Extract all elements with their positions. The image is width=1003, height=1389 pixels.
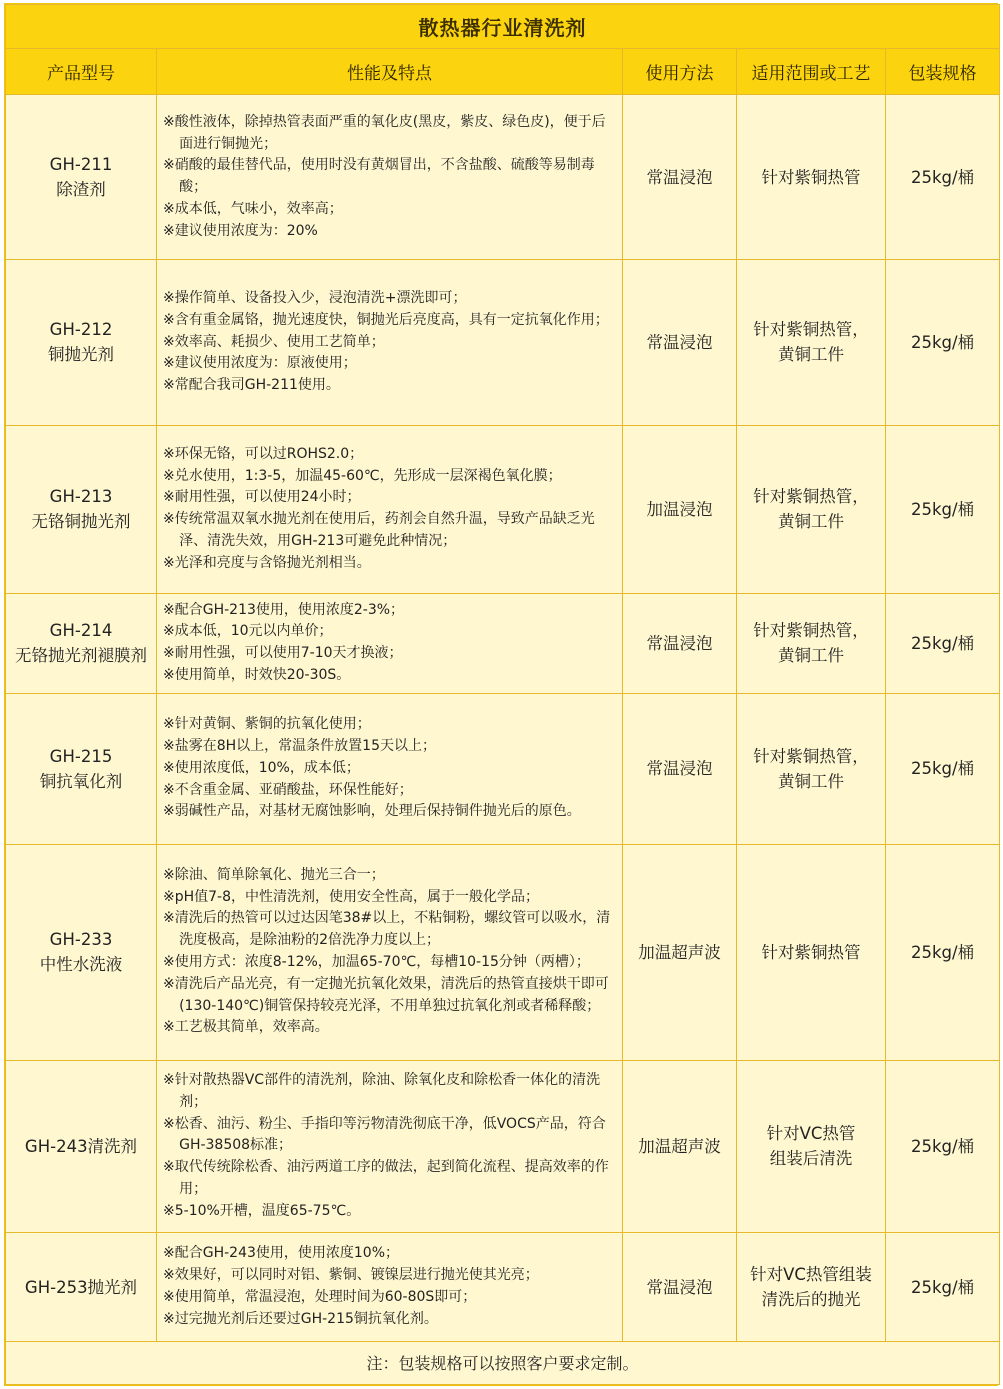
product-model [6,1060,157,1233]
feature-item: ※pH值7-8，中性清洗剂，使用安全性高，属于一般化学品； [163,888,540,905]
feature-item: ※不含重金属、亚硝酸盐，环保性能好； [163,781,413,798]
feature-item: ※5-10%开槽，温度65-75℃。 [163,1202,361,1219]
application-scope [737,1233,886,1342]
feature-item: ※硝酸的最佳替代品，使用时没有黄烟冒出，不含盐酸、硫酸等易制毒酸； [163,157,595,196]
header-method: 使用方法 [623,49,737,95]
product-features [157,844,623,1060]
feature-item: ※酸性液体，除掉热管表面严重的氧化皮(黑皮，紫皮、绿色皮)，便于后面进行铜抛光； [163,113,606,152]
feature-item: ※取代传统除松香、油污两道工序的做法，起到简化流程、提高效率的作用； [163,1159,609,1198]
feature-item: ※含有重金属铬，抛光速度快，铜抛光后亮度高，具有一定抗氧化作用； [163,311,609,328]
feature-item: ※针对黄铜、紫铜的抗氧化使用； [163,716,371,733]
header-model: 产品型号 [6,49,157,95]
model-line: GH-243清洗剂 [24,1136,138,1156]
usage-method: 加温浸泡 [623,425,737,593]
usage-method: 常温浸泡 [623,260,737,426]
table-row [6,693,1000,844]
feature-item: ※配合GH-243使用，使用浓度10%； [163,1245,399,1262]
feature-item: ※兑水使用，1:3-5，加温45-60℃，先形成一层深褐色氧化膜； [163,467,562,484]
table-title: 散热器行业清洗剂 [6,5,1000,49]
table-row [6,1060,1000,1233]
product-features [157,260,623,426]
model-line: 铜抗氧化剂 [39,771,123,791]
application-scope [737,260,886,426]
application-scope [737,1060,886,1233]
scope-line: 针对VC热管组装 [750,1265,872,1285]
application-scope [737,95,886,260]
usage-method: 常温浸泡 [623,95,737,260]
feature-item: ※配合GH-213使用，使用浓度2-3%； [163,601,405,618]
product-model [6,593,157,693]
feature-item: ※操作简单、设备投入少，浸泡清洗+漂洗即可； [163,289,467,306]
product-model [6,844,157,1060]
product-model [6,693,157,844]
feature-item: ※清洗后的热管可以过达因笔38#以上，不粘铜粉，螺纹管可以吸水，清洗度极高，是除油粉的2倍洗净力度以上； [163,910,611,949]
feature-item: ※除油、简单除氧化、抛光三合一； [163,866,385,883]
title-row [6,5,1000,49]
model-line: GH-212 [49,320,113,340]
scope-line: 针对紫铜热管， [753,487,869,507]
table-body [6,95,1000,1341]
usage-method: 加温超声波 [623,844,737,1060]
usage-method: 常温浸泡 [623,1233,737,1342]
product-features [157,425,623,593]
feature-item: ※过完抛光剂后还要过GH-215铜抗氧化剂。 [163,1310,438,1327]
model-line: 中性水洗液 [39,955,123,975]
scope-line: 针对紫铜热管， [753,746,869,766]
product-features [157,95,623,260]
usage-method: 常温浸泡 [623,593,737,693]
model-line: 除渣剂 [56,180,106,200]
packaging-spec: 25kg/桶 [886,593,1000,693]
product-features [157,593,623,693]
header-pack: 包装规格 [886,49,1000,95]
product-features [157,1060,623,1233]
table-row [6,425,1000,593]
model-line: GH-211 [49,155,113,175]
scope-line: 清洗后的抛光 [761,1290,861,1310]
feature-item: ※效率高、耗损少、使用工艺简单； [163,333,385,350]
packaging-note: 注：包装规格可以按照客户要求定制。 [6,1341,1000,1384]
model-line: GH-233 [49,930,113,950]
feature-item: ※使用简单，时效快20-30S。 [163,667,351,684]
header-scope: 适用范围或工艺 [737,49,886,95]
model-line: 无铬铜抛光剂 [31,512,131,532]
application-scope [737,593,886,693]
scope-line: 组装后清洗 [769,1149,853,1169]
feature-item: ※常配合我司GH-211使用。 [163,377,340,394]
model-line: 无铬抛光剂褪膜剂 [15,646,147,666]
scope-line: 针对紫铜热管， [753,621,869,641]
application-scope [737,425,886,593]
product-model [6,95,157,260]
model-line: 铜抛光剂 [48,345,114,365]
feature-item: ※盐雾在8H以上，常温条件放置15天以上； [163,738,436,755]
feature-item: ※松香、油污、粉尘、手指印等污物清洗彻底干净，低VOCS产品，符合GH-38508标准； [163,1115,606,1154]
usage-method: 常温浸泡 [623,693,737,844]
feature-item: ※环保无铬，可以过ROHS2.0； [163,445,364,462]
packaging-spec: 25kg/桶 [886,693,1000,844]
scope-line: 黄铜工件 [778,512,844,532]
scope-line: 针对紫铜热管 [761,942,861,962]
table-row [6,260,1000,426]
feature-item: ※工艺极其简单，效率高。 [163,1019,329,1036]
header-row [6,49,1000,95]
feature-item: ※耐用性强，可以使用7-10天才换液； [163,645,403,662]
scope-line: 黄铜工件 [778,771,844,791]
feature-item: ※弱碱性产品，对基材无腐蚀影响，处理后保持铜件抛光后的原色。 [163,803,581,820]
feature-item: ※使用简单，常温浸泡，处理时间为60-80S即可； [163,1289,477,1306]
model-line: GH-215 [49,746,113,766]
scope-line: 针对紫铜热管， [753,320,869,340]
usage-method: 加温超声波 [623,1060,737,1233]
feature-item: ※光泽和亮度与含铬抛光剂相当。 [163,554,371,571]
model-line: GH-214 [49,621,113,641]
feature-item: ※清洗后产品光亮，有一定抛光抗氧化效果，清洗后的热管直接烘干即可(130-140℃)铜管保持较亮光泽，不用单独过抗氧化剂或者稀释酸； [163,975,609,1014]
product-model [6,1233,157,1342]
model-line: GH-213 [49,487,113,507]
feature-item: ※针对散热器VC部件的清洗剂，除油、除氧化皮和除松香一体化的清洗剂； [163,1072,601,1110]
product-model [6,260,157,426]
application-scope [737,693,886,844]
product-table [5,4,1000,1385]
scope-line: 黄铜工件 [778,646,844,666]
table-row [6,1233,1000,1342]
packaging-spec: 25kg/桶 [886,260,1000,426]
feature-item: ※建议使用浓度为：20% [163,222,318,239]
note-row [6,1341,1000,1384]
packaging-spec: 25kg/桶 [886,1060,1000,1233]
model-line: GH-253抛光剂 [24,1277,138,1297]
packaging-spec: 25kg/桶 [886,95,1000,260]
scope-line: 针对紫铜热管 [761,167,861,187]
scope-line: 黄铜工件 [778,345,844,365]
feature-item: ※传统常温双氧水抛光剂在使用后，药剂会自然升温，导致产品缺乏光泽、清洗失效，用GH-213可避免此种情况； [163,511,595,549]
product-features [157,693,623,844]
header-features: 性能及特点 [157,49,623,95]
packaging-spec: 25kg/桶 [886,844,1000,1060]
feature-item: ※使用浓度低，10%，成本低； [163,759,360,776]
feature-item: ※耐用性强，可以使用24小时； [163,489,361,506]
product-features [157,1233,623,1342]
scope-line: 针对VC热管 [766,1124,856,1144]
table-row [6,844,1000,1060]
feature-item: ※效果好，可以同时对铝、紫铜、镀镍层进行抛光使其光亮； [163,1267,539,1284]
feature-item: ※使用方式：浓度8-12%，加温65-70℃，每槽10-15分钟（两槽）； [163,954,590,971]
feature-item: ※成本低，气味小，效率高； [163,201,343,218]
packaging-spec: 25kg/桶 [886,1233,1000,1342]
feature-item: ※成本低，10元以内单价； [163,623,333,640]
product-model [6,425,157,593]
packaging-spec: 25kg/桶 [886,425,1000,593]
table-row [6,95,1000,260]
product-table-frame [4,3,998,1386]
application-scope [737,844,886,1060]
table-row [6,593,1000,693]
feature-item: ※建议使用浓度为：原液使用； [163,355,357,372]
